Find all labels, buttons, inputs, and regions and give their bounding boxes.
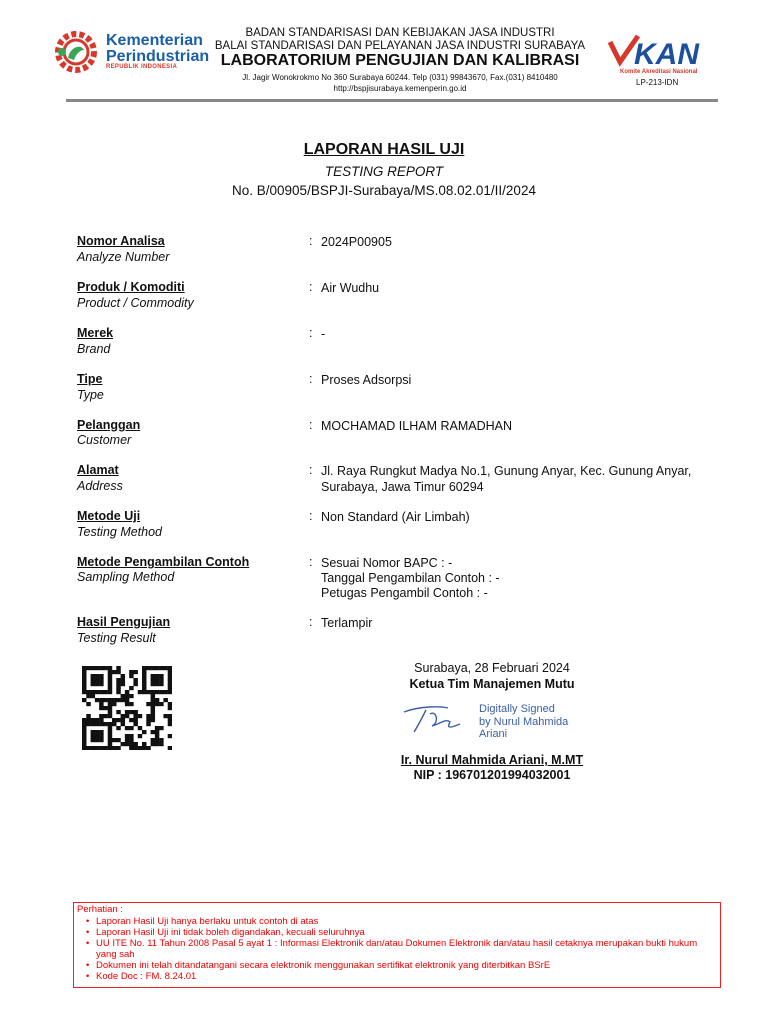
signatory-name: Ir. Nurul Mahmida Ariani, M.MT: [400, 753, 584, 767]
field-label-en: Brand: [77, 342, 111, 356]
website-line: http://bspjisurabaya.kemenperin.go.id: [333, 84, 467, 93]
report-subtitle: TESTING REPORT: [324, 164, 444, 179]
field-value: 2024P00905: [321, 235, 392, 249]
field-label-en: Address: [77, 479, 123, 493]
field-colon: :: [309, 234, 313, 248]
field-colon: :: [309, 555, 313, 569]
field-label-en: Sampling Method: [77, 570, 175, 584]
field-value: Proses Adsorpsi: [321, 373, 412, 387]
field-label: Merek: [77, 326, 114, 340]
qr-code-icon: [82, 666, 172, 750]
field-label: Metode Uji: [77, 509, 141, 523]
notice-item: • Dokumen ini telah ditandatangani secara elektronik menggunakan sertifikat elektronik yang diterbitkan BSrE: [86, 960, 716, 971]
kan-subtitle: Komite Akreditasi Nasional: [620, 69, 698, 75]
notice-item: • Laporan Hasil Uji hanya berlaku untuk contoh di atas: [86, 916, 716, 927]
ministry-subtitle: REPUBLIK INDONESIA: [106, 64, 178, 70]
ministry-name: Kementerian Perindustrian: [106, 32, 210, 65]
agency-name: BADAN STANDARISASI DAN KEBIJAKAN JASA INDUSTRI: [245, 27, 555, 39]
field-colon: :: [309, 615, 313, 629]
report-title: LAPORAN HASIL UJI: [303, 141, 465, 158]
field-label: Tipe: [77, 372, 103, 386]
field-value: Jl. Raya Rungkut Madya No.1, Gunung Anyar, Kec. Gunung Anyar,: [321, 464, 692, 478]
kan-logo-icon: [608, 32, 718, 72]
field-label-en: Customer: [77, 433, 132, 447]
kan-logo-text: KAN: [634, 38, 699, 71]
field-colon: :: [309, 280, 313, 294]
field-value: Air Wudhu: [321, 281, 380, 295]
field-value: MOCHAMAD ILHAM RAMADHAN: [321, 419, 512, 433]
notice-item: • Laporan Hasil Uji ini tidak boleh digandakan, kecuali seluruhnya: [86, 927, 716, 938]
field-value: Sesuai Nomor BAPC : -: [321, 556, 453, 570]
signatory-nip: NIP : 196701201994032001: [413, 768, 571, 782]
field-value: Non Standard (Air Limbah): [321, 510, 470, 524]
field-value: Terlampir: [321, 616, 373, 630]
notice-list: [86, 916, 716, 982]
field-label-en: Testing Result: [77, 631, 156, 645]
field-colon: :: [309, 509, 313, 523]
field-label-en: Testing Method: [77, 525, 163, 539]
field-label-en: Product / Commodity: [77, 296, 194, 310]
field-label: Hasil Pengujian: [77, 615, 171, 629]
field-colon: :: [309, 418, 313, 432]
report-number: No. B/00905/BSPJI-Surabaya/MS.08.02.01/II/2024: [232, 183, 536, 198]
digital-signature-text: Digitally Signed by Nurul Mahmida Ariani: [479, 703, 569, 740]
field-label: Nomor Analisa: [77, 234, 165, 248]
field-value: Petugas Pengambil Contoh : -: [321, 586, 488, 600]
address-line: Jl. Jagir Wonokrokmo No 360 Surabaya 60244. Telp (031) 99843670, Fax.(031) 8410480: [242, 73, 558, 82]
notice-box: [73, 902, 721, 988]
field-value: Surabaya, Jawa Timur 60294: [321, 480, 484, 494]
lab-name: LABORATORIUM PENGUJIAN DAN KALIBRASI: [220, 52, 580, 69]
notice-item: • UU ITE No. 11 Tahun 2008 Pasal 5 ayat 1 : Informasi Elektronik dan/atau Dokumen Elektronik dan/atau hasil cetaknya merupakan bukti hukum yang sah: [86, 938, 716, 960]
ministry-gear-logo-icon: [52, 28, 100, 76]
field-label: Pelanggan: [77, 418, 141, 432]
field-label: Metode Pengambilan Contoh: [77, 555, 250, 569]
institute-name: BALAI STANDARISASI DAN PELAYANAN JASA INDUSTRI SURABAYA: [214, 40, 586, 52]
field-label: Produk / Komoditi: [77, 280, 185, 294]
field-value: -: [321, 327, 326, 341]
field-label-en: Type: [77, 388, 104, 402]
field-colon: :: [309, 372, 313, 386]
notice-title: Perhatian :: [77, 904, 123, 915]
handwritten-signature-icon: [400, 700, 470, 736]
header-divider: [66, 99, 718, 102]
field-label: Alamat: [77, 463, 119, 477]
field-label-en: Analyze Number: [77, 250, 170, 264]
field-colon: :: [309, 326, 313, 340]
signature-role: Ketua Tim Manajemen Mutu: [409, 677, 575, 691]
kan-code: LP-213-IDN: [636, 78, 679, 87]
field-value: Tanggal Pengambilan Contoh : -: [321, 571, 500, 585]
notice-item: • Kode Doc : FM. 8.24.01: [86, 971, 716, 982]
signature-city-date: Surabaya, 28 Februari 2024: [414, 661, 570, 675]
field-colon: :: [309, 463, 313, 477]
